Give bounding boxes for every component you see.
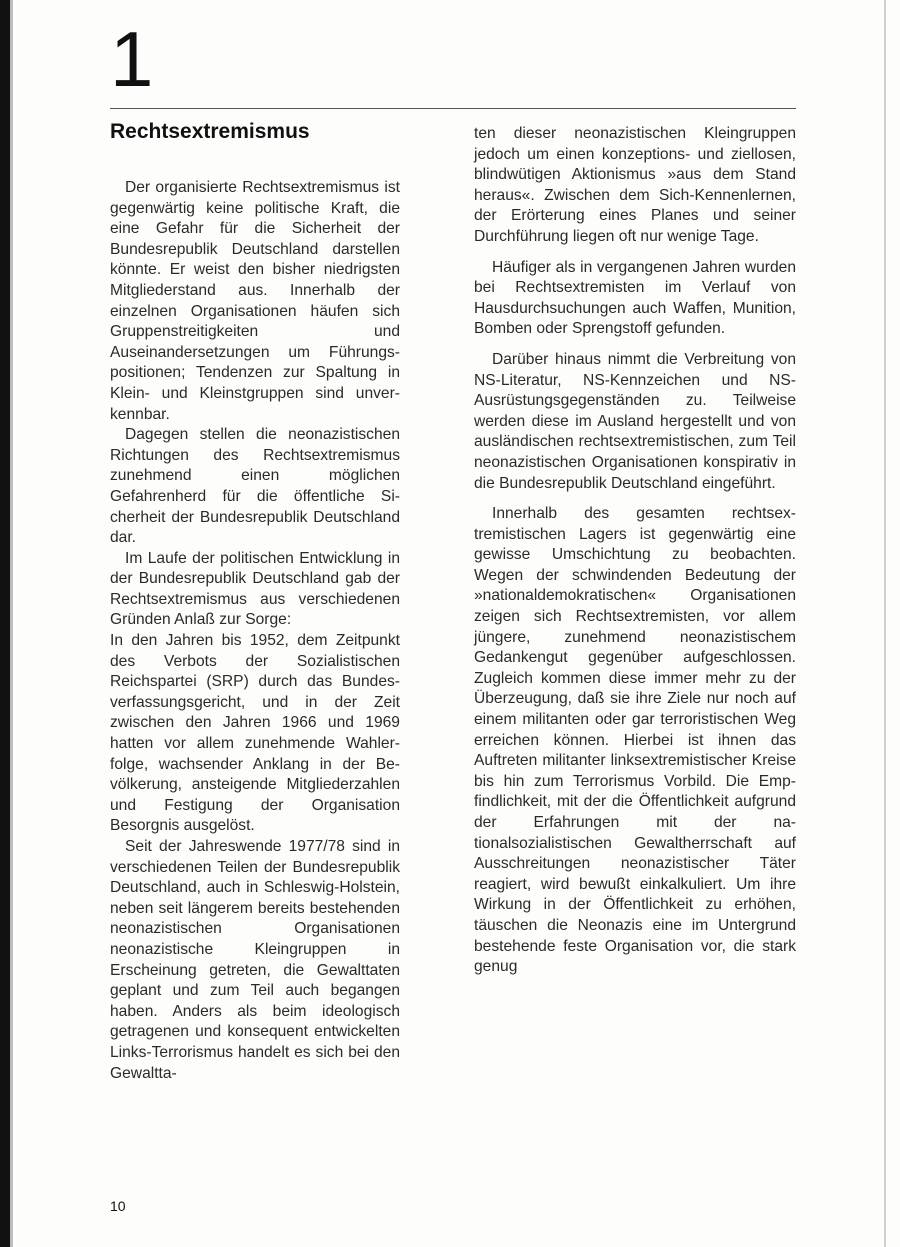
page-right-edge xyxy=(884,0,886,1247)
paragraph: Dagegen stellen die neonazistischen Richtungen des Rechtsextremismus zunehmend einen möglichen Gefahrenherd für die öffentliche Sicherheit der Bundesrepublik Deutschland dar. xyxy=(110,426,400,547)
chapter-number: 1 xyxy=(110,15,154,103)
chapter-title: Rechtsextremismus xyxy=(110,120,310,143)
paragraph: Der organisierte Rechtsextremismus ist gegenwärtig keine politische Kraft, die eine Gefahr für die Sicherheit der Bundesrepublik Deutschland darstellen könnte. Er weist den bisher niedrigsten Mitgliederstand aus. Innerhalb der einzelnen Organisationen häufen sich Gruppenstreitigkeiten und Auseinandersetzungen um Führungspositionen; Tendenzen zur Spaltung in Klein- und Kleinstgruppen sind unverkennbar. xyxy=(110,179,400,423)
paragraph: Häufiger als in vergangenen Jahren wurden bei Rechtsextremisten im Verlauf von Hausdurchsuchungen auch Waffen, Munition, Bomben oder Sprengstoff gefunden. xyxy=(474,258,796,338)
page-binding-edge xyxy=(0,0,10,1247)
right-text-column xyxy=(474,124,796,988)
paragraph: Darüber hinaus nimmt die Verbreitung von NS-Literatur, NS-Kennzeichen und NS-Ausrüstungsgegenständen zu. Teilweise werden diese im Ausland hergestellt und von ausländischen rechtsextremistischen, zum Teil neonazistischen Organisationen konspirativ in die Bundesrepublik Deutschland eingeführt. xyxy=(474,350,796,492)
left-text-column xyxy=(110,178,400,1084)
page-binding-shadow xyxy=(10,0,13,1247)
paragraph: ten dieser neonazistischen Kleingruppen jedoch um einen konzeptions- und ziellosen, blindwütigen Aktionismus »aus dem Stand heraus«. Zwischen dem Sich-Kennenlernen, der Erörterung eines Planes und seiner Durchführung liegen oft nur wenige Tage. xyxy=(474,125,796,245)
paragraph: In den Jahren bis 1952, dem Zeitpunkt des Verbots der Sozialistischen Reichspartei (SRP) durch das Bundesverfassungsgericht, und in der Zeit zwischen den Jahren 1966 und 1969 hatten vor allem zunehmende Wahlerfolge, wachsender Anklang in der Bevölkerung, ansteigende Mitgliederzahlen und Festigung der Organisation Besorgnis ausgelöst. xyxy=(110,632,400,835)
paragraph: Im Laufe der politischen Entwicklung in der Bundesrepublik Deutschland gab der Rechtsextremismus aus verschiedenen Gründen Anlaß zur Sorge: xyxy=(110,549,400,629)
chapter-rule xyxy=(110,108,796,109)
paragraph: Seit der Jahreswende 1977/78 sind in verschiedenen Teilen der Bundesrepublik Deutschland, auch in Schleswig-Holstein, neben seit längerem bereits bestehenden neonazistischen Organisationen neonazistische Kleingruppen in Erscheinung getreten, die Gewalttaten geplant und zum Teil auch begangen haben. Anders als beim ideologisch getragenen und konsequent entwickelten Links-Terrorismus handelt es sich bei den Gewaltta- xyxy=(110,838,400,1082)
page-number: 10 xyxy=(110,1198,126,1214)
paragraph: Innerhalb des gesamten rechtsextremistischen Lagers ist gegenwärtig eine gewisse Umschichtung zu beobachten. Wegen der schwindenden Bedeutung der »nationaldemokratischen« Organisationen zeigen sich Rechtsextremisten, vor allem jüngere, zunehmend neonazistischem Gedankengut gegenüber aufgeschlossen. Zugleich kommen diese immer mehr zu der Überzeugung, daß sie ihre Ziele nur noch auf einem militanten oder gar terroristischen Weg erreichen können. Hierbei ist ihnen das Auftreten militanter linksextremistischer Kreise bis hin zum Terrorismus Vorbild. Die Empfindlichkeit, mit der die Öffentlichkeit aufgrund der Erfahrungen mit der nationalsozialistischen Gewaltherrschaft auf Ausschreitungen neonazistischer Täter reagiert, wird bewußt einkalkuliert. Um ihre Wirkung in der Öffentlichkeit zu erhöhen, täuschen die Neonazis eine im Untergrund bestehende feste Organisation vor, die stark genug xyxy=(474,505,796,976)
